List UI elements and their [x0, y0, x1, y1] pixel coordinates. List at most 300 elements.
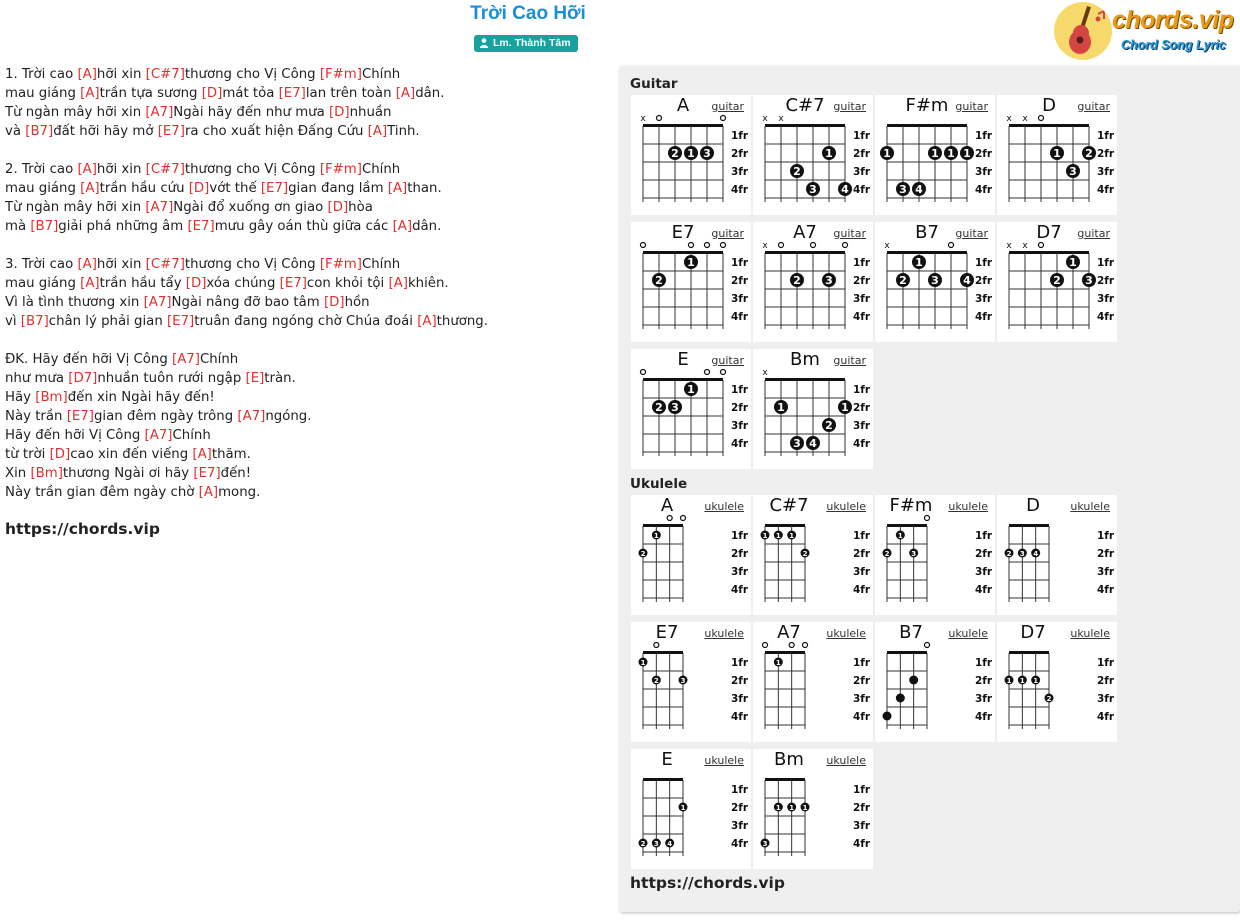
muted-string-marker: x: [1006, 114, 1012, 124]
muted-string-marker: x: [762, 241, 768, 251]
fret-label: 2fr: [975, 675, 993, 687]
fret-label: 4fr: [853, 438, 871, 450]
finger-number: 1: [680, 804, 686, 812]
fret-label: 1fr: [1097, 130, 1115, 142]
finger-number: 2: [640, 840, 646, 848]
finger-number: 2: [825, 419, 833, 432]
guitar-link[interactable]: guitar: [1077, 227, 1110, 240]
ukulele-link[interactable]: ukulele: [1070, 500, 1110, 513]
chord-tag[interactable]: [A]: [80, 86, 100, 101]
guitar-diagram-bm[interactable]: [753, 349, 873, 469]
fret-label: 3fr: [731, 693, 749, 705]
lyric-text: trần hầu cứu: [99, 181, 189, 196]
chord-tag[interactable]: [A]: [80, 181, 100, 196]
chord-name: D: [1042, 95, 1056, 116]
chord-tag[interactable]: [B7]: [20, 314, 49, 329]
lyric-line: [5, 407, 605, 426]
finger-number: 1: [1006, 677, 1012, 685]
finger-dot: [896, 694, 905, 703]
lyric-text: lan trên toàn: [305, 86, 396, 101]
chord-tag[interactable]: [C#7]: [145, 67, 185, 82]
finger-number: 1: [762, 532, 768, 540]
finger-number: 2: [1053, 274, 1061, 287]
lyric-line: [5, 103, 605, 122]
guitar-diagram-fsharpm[interactable]: [875, 95, 995, 215]
lyric-text: thương.: [436, 314, 488, 329]
fret-label: 4fr: [731, 711, 749, 723]
lyric-text: Chính: [199, 352, 239, 367]
lyric-text: trần hầu tẩy: [99, 276, 186, 291]
finger-number: 2: [653, 677, 659, 685]
fret-label: 3fr: [975, 293, 993, 305]
finger-number: 1: [963, 147, 971, 160]
lyric-text: con khỏi tội: [306, 276, 389, 291]
ukulele-link[interactable]: ukulele: [826, 627, 866, 640]
fret-label: 1fr: [975, 530, 993, 542]
lyric-text: Vì là tình thương xin: [5, 295, 144, 310]
chord-tag[interactable]: [D]: [188, 181, 210, 196]
lyric-text: xóa chúng: [206, 276, 280, 291]
blank-line: [5, 236, 605, 255]
lyric-text: gian đang lầm: [288, 181, 388, 196]
fret-label: 3fr: [975, 166, 993, 178]
lyric-text: Hãy đến hỡi Vị Công: [5, 428, 145, 443]
lyric-text: tràn.: [264, 371, 296, 386]
lyric-text: vì: [5, 314, 21, 329]
lyric-text: dân.: [415, 86, 445, 101]
finger-number: 3: [809, 183, 817, 196]
chord-tag[interactable]: [F#m]: [319, 257, 362, 272]
chord-tag[interactable]: [D]: [323, 295, 345, 310]
chord-name: A7: [793, 222, 817, 243]
fret-label: 2fr: [853, 548, 871, 560]
lyric-line: [5, 274, 605, 293]
lyric-text: Ngài nâng đỡ bao tâm: [171, 295, 324, 310]
chord-tag[interactable]: [A]: [367, 124, 388, 139]
fret-label: 4fr: [731, 438, 749, 450]
finger-number: 3: [931, 274, 939, 287]
chord-name: E7: [655, 622, 679, 643]
finger-number: 2: [655, 401, 663, 414]
lyric-line: [5, 388, 605, 407]
lyric-text: mau giáng: [5, 86, 81, 101]
finger-number: 3: [1085, 274, 1093, 287]
fret-label: 2fr: [975, 148, 993, 160]
fret-label: 2fr: [853, 148, 871, 160]
guitar-diagram-a[interactable]: [631, 95, 751, 215]
lyric-text: đến xin Ngài hãy đến!: [67, 390, 215, 405]
ukulele-link[interactable]: ukulele: [704, 500, 744, 513]
ukulele-link[interactable]: ukulele: [704, 754, 744, 767]
chord-tag[interactable]: [D]: [185, 276, 207, 291]
chord-tag[interactable]: [C#7]: [145, 162, 185, 177]
guitar-diagram-a7[interactable]: [753, 222, 873, 342]
fret-label: 4fr: [853, 584, 871, 596]
guitar-link[interactable]: guitar: [711, 354, 744, 367]
lyric-text: như mưa: [5, 371, 69, 386]
finger-number: 1: [931, 147, 939, 160]
ukulele-diagram-d7[interactable]: [997, 622, 1117, 742]
finger-dot: [883, 712, 892, 721]
ukulele-diagram-e[interactable]: [631, 749, 751, 869]
guitar-link[interactable]: guitar: [833, 354, 866, 367]
guitar-diagram-csharp7[interactable]: [753, 95, 873, 215]
lyric-line: [5, 255, 605, 274]
lyric-text: 2. Trời cao: [5, 162, 78, 177]
fret-label: 4fr: [1097, 584, 1115, 596]
ukulele-diagram-a7[interactable]: [753, 622, 873, 742]
finger-number: 1: [1033, 677, 1039, 685]
ukulele-link[interactable]: ukulele: [826, 754, 866, 767]
fret-label: 3fr: [731, 166, 749, 178]
fret-label: 4fr: [975, 584, 993, 596]
fret-label: 3fr: [731, 420, 749, 432]
chord-tag[interactable]: [D]: [201, 86, 223, 101]
fret-label: 4fr: [853, 184, 871, 196]
lyric-text: chân lý phải gian: [48, 314, 167, 329]
ukulele-diagram-b7[interactable]: [875, 622, 995, 742]
lyric-text: Tinh.: [387, 124, 420, 139]
lyric-text: Ngài đổ xuống ơn giao: [173, 200, 328, 215]
ukulele-diagram-fsharpm[interactable]: [875, 495, 995, 615]
chord-tag[interactable]: [A]: [77, 162, 97, 177]
chord-name: E7: [671, 222, 695, 243]
finger-number: 3: [703, 147, 711, 160]
lyric-text: khiên.: [407, 276, 449, 291]
fret-label: 1fr: [853, 657, 871, 669]
finger-number: 2: [899, 274, 907, 287]
lyric-line: [5, 369, 605, 388]
lyric-text: thăm.: [211, 447, 251, 462]
fret-label: 3fr: [731, 820, 749, 832]
fret-label: 3fr: [853, 566, 871, 578]
lyric-text: Ngài hãy đến như mưa: [173, 105, 329, 120]
chord-tag[interactable]: [C#7]: [145, 257, 185, 272]
lyric-line: [5, 483, 605, 502]
chord-name: E: [661, 749, 673, 770]
chord-name: B7: [899, 622, 923, 643]
lyric-text: hỡi xin: [96, 67, 146, 82]
fret-label: 3fr: [853, 293, 871, 305]
finger-number: 3: [825, 274, 833, 287]
ukulele-diagram-d[interactable]: [997, 495, 1117, 615]
fret-label: 2fr: [975, 275, 993, 287]
finger-number: 1: [1019, 677, 1025, 685]
chord-tag[interactable]: [A]: [417, 314, 437, 329]
guitar-diagram-d7[interactable]: [997, 222, 1117, 342]
fret-label: 2fr: [731, 548, 749, 560]
fret-label: 3fr: [975, 566, 993, 578]
panel-site-link[interactable]: https://chords.vip: [630, 874, 785, 892]
fret-label: 1fr: [731, 657, 749, 669]
lyric-text: mong.: [218, 485, 261, 500]
finger-number: 2: [1046, 695, 1052, 703]
ukulele-link[interactable]: ukulele: [704, 627, 744, 640]
fret-label: 3fr: [1097, 693, 1115, 705]
chord-tag[interactable]: [A7]: [145, 200, 174, 215]
lyric-line: [5, 350, 605, 369]
chord-tag[interactable]: [E7]: [260, 181, 289, 196]
guitar-diagram-b7[interactable]: [875, 222, 995, 342]
guitar-link[interactable]: guitar: [833, 100, 866, 113]
fret-label: 1fr: [975, 657, 993, 669]
fret-label: 2fr: [853, 275, 871, 287]
ukulele-link[interactable]: ukulele: [1070, 627, 1110, 640]
finger-number: 1: [825, 147, 833, 160]
chord-tag[interactable]: [A]: [77, 257, 97, 272]
chord-tag[interactable]: [B7]: [30, 219, 59, 234]
lyric-text: Chính: [361, 162, 401, 177]
finger-number: 1: [1069, 256, 1077, 269]
ukulele-link[interactable]: ukulele: [826, 500, 866, 513]
chord-name: C#7: [769, 495, 809, 516]
ukulele-link[interactable]: ukulele: [948, 500, 988, 513]
chord-tag[interactable]: [A7]: [237, 409, 266, 424]
finger-number: 4: [809, 437, 817, 450]
chord-tag[interactable]: [E7]: [157, 124, 185, 139]
finger-number: 1: [640, 659, 646, 667]
finger-number: 1: [915, 256, 923, 269]
ukulele-diagram-csharp7[interactable]: [753, 495, 873, 615]
fret-label: 4fr: [731, 838, 749, 850]
guitar-diagram-e[interactable]: [631, 349, 751, 469]
fret-label: 1fr: [853, 530, 871, 542]
chord-name: Bm: [790, 349, 820, 370]
ukulele-link[interactable]: ukulele: [948, 627, 988, 640]
lyric-text: nhuần: [349, 105, 392, 120]
finger-number: 2: [884, 550, 890, 558]
chord-tag[interactable]: [A]: [80, 276, 100, 291]
lyric-text: ra cho xuất hiện Đấng Cứu: [184, 124, 368, 139]
fret-label: 4fr: [731, 584, 749, 596]
lyric-line: [5, 160, 605, 179]
lyric-line: [5, 217, 605, 236]
finger-number: 1: [653, 532, 659, 540]
lyric-text: trần tựa sương: [99, 86, 202, 101]
fret-label: 4fr: [853, 838, 871, 850]
fret-label: 1fr: [1097, 657, 1115, 669]
chord-name: D7: [1036, 222, 1062, 243]
finger-number: 3: [911, 550, 917, 558]
chord-tag[interactable]: [D]: [328, 105, 350, 120]
fret-label: 4fr: [1097, 184, 1115, 196]
finger-number: 4: [1033, 550, 1039, 558]
finger-number: 1: [687, 383, 695, 396]
logo-brand: chords.vip: [1112, 6, 1234, 34]
fret-label: 4fr: [975, 184, 993, 196]
chord-tag[interactable]: [A]: [392, 219, 413, 234]
muted-string-marker: x: [762, 368, 768, 378]
ukulele-diagram-e7[interactable]: [631, 622, 751, 742]
song-title: Trời Cao Hỡi: [470, 3, 586, 24]
finger-number: 2: [802, 550, 808, 558]
chord-tag[interactable]: [E7]: [279, 276, 307, 291]
guitar-link[interactable]: guitar: [833, 227, 866, 240]
fret-label: 1fr: [853, 130, 871, 142]
finger-number: 4: [963, 274, 971, 287]
person-icon: [480, 37, 488, 54]
chord-name: F#m: [889, 495, 933, 516]
ukulele-diagram-bm[interactable]: [753, 749, 873, 869]
lyric-text: mát tỏa: [222, 86, 279, 101]
muted-string-marker: x: [762, 114, 768, 124]
fret-label: 3fr: [1097, 166, 1115, 178]
lyric-text: nhuần tuôn rưới ngập: [97, 371, 246, 386]
chord-name: E: [677, 349, 689, 370]
finger-number: 1: [789, 532, 795, 540]
lyric-text: hỡi xin: [96, 162, 146, 177]
finger-number: 3: [653, 840, 659, 848]
fret-label: 2fr: [853, 402, 871, 414]
fret-label: 2fr: [1097, 548, 1115, 560]
author-badge[interactable]: [474, 35, 578, 52]
lyric-text: Này trần gian đêm ngày chờ: [5, 485, 199, 500]
lyric-text: Này trần: [5, 409, 67, 424]
chord-tag[interactable]: [A]: [77, 67, 97, 82]
fret-label: 3fr: [1097, 566, 1115, 578]
guitar-diagram-e7[interactable]: [631, 222, 751, 342]
fret-label: 3fr: [853, 166, 871, 178]
chord-tag[interactable]: [F#m]: [319, 67, 362, 82]
lyric-text: Từ ngàn mây hỡi xin: [5, 105, 146, 120]
fret-label: 3fr: [1097, 293, 1115, 305]
fret-label: 1fr: [853, 384, 871, 396]
guitar-link[interactable]: guitar: [711, 100, 744, 113]
chord-tag[interactable]: [F#m]: [319, 162, 362, 177]
fret-label: 2fr: [1097, 275, 1115, 287]
chord-tag[interactable]: [D]: [327, 200, 349, 215]
lyric-text: thương cho Vị Công: [184, 257, 320, 272]
chord-name: B7: [915, 222, 939, 243]
finger-number: 2: [640, 550, 646, 558]
fret-label: 2fr: [853, 675, 871, 687]
fret-label: 4fr: [731, 184, 749, 196]
lyric-text: mau giáng: [5, 181, 81, 196]
chord-name: F#m: [905, 95, 949, 116]
finger-number: 3: [793, 437, 801, 450]
lyric-line: [5, 312, 605, 331]
finger-number: 1: [775, 804, 781, 812]
guitar-link[interactable]: guitar: [955, 100, 988, 113]
finger-number: 1: [777, 401, 785, 414]
chord-tag[interactable]: [A]: [192, 447, 212, 462]
guitar-link[interactable]: guitar: [711, 227, 744, 240]
finger-number: 2: [1006, 550, 1012, 558]
finger-number: 3: [671, 401, 679, 414]
chord-tag[interactable]: [A7]: [143, 295, 172, 310]
ukulele-diagram-a[interactable]: [631, 495, 751, 615]
lyric-text: 3. Trời cao: [5, 257, 78, 272]
finger-number: 1: [897, 532, 903, 540]
blank-line: [5, 141, 605, 160]
finger-number: 1: [775, 532, 781, 540]
fret-label: 1fr: [1097, 530, 1115, 542]
site-logo[interactable]: [1054, 2, 1234, 62]
lyric-text: Từ ngàn mây hỡi xin: [5, 200, 146, 215]
chord-name: D7: [1020, 622, 1046, 643]
logo-tagline: Chord Song Lyric: [1121, 38, 1226, 52]
guitar-link[interactable]: guitar: [1077, 100, 1110, 113]
chord-name: D: [1026, 495, 1040, 516]
chord-tag[interactable]: [A7]: [145, 105, 174, 120]
fret-label: 3fr: [853, 420, 871, 432]
ukulele-heading: Ukulele: [630, 476, 688, 492]
chord-tag[interactable]: [A]: [198, 485, 219, 500]
chord-tag[interactable]: [D7]: [68, 371, 98, 386]
fret-label: 4fr: [1097, 311, 1115, 323]
lyric-text: mau giáng: [5, 276, 81, 291]
chord-tag[interactable]: [Bm]: [35, 390, 68, 405]
chord-tag[interactable]: [E7]: [187, 219, 215, 234]
guitar-link[interactable]: guitar: [955, 227, 988, 240]
chord-tag[interactable]: [Bm]: [30, 466, 63, 481]
chord-tag[interactable]: [D]: [49, 447, 71, 462]
chord-tag[interactable]: [E7]: [193, 466, 221, 481]
lyric-text: đến!: [220, 466, 252, 481]
fret-label: 1fr: [731, 784, 749, 796]
finger-number: 2: [671, 147, 679, 160]
lyric-text: Chính: [361, 257, 401, 272]
chord-name: A7: [777, 622, 801, 643]
fret-label: 1fr: [853, 257, 871, 269]
chord-tag[interactable]: [A7]: [144, 428, 173, 443]
muted-string-marker: x: [1022, 114, 1028, 124]
chord-tag[interactable]: [E7]: [66, 409, 94, 424]
author-name: Lm. Thành Tâm: [493, 37, 571, 49]
lyric-text: gian đêm ngày trông: [93, 409, 238, 424]
site-link[interactable]: https://chords.vip: [5, 520, 160, 538]
lyric-text: giải phá những âm: [58, 219, 188, 234]
finger-number: 1: [883, 147, 891, 160]
lyric-line: [5, 179, 605, 198]
guitar-diagram-d[interactable]: [997, 95, 1117, 215]
finger-dot: [909, 676, 918, 685]
fret-label: 1fr: [975, 130, 993, 142]
chord-tag[interactable]: [B7]: [25, 124, 54, 139]
chord-name: Bm: [774, 749, 804, 770]
chord-tag[interactable]: [E7]: [166, 314, 195, 329]
chord-tag[interactable]: [E7]: [278, 86, 306, 101]
fret-label: 4fr: [975, 711, 993, 723]
lyric-text: hỡi xin: [96, 257, 146, 272]
muted-string-marker: x: [884, 241, 890, 251]
finger-number: 4: [667, 840, 673, 848]
lyric-text: Chính: [361, 67, 401, 82]
lyric-line: [5, 65, 605, 84]
fret-label: 1fr: [1097, 257, 1115, 269]
fret-label: 2fr: [731, 802, 749, 814]
chord-tag[interactable]: [E]: [245, 371, 265, 386]
chord-tag[interactable]: [A7]: [172, 352, 200, 367]
lyric-text: và: [5, 124, 26, 139]
finger-number: 1: [687, 256, 695, 269]
fret-label: 1fr: [731, 257, 749, 269]
fret-label: 2fr: [731, 275, 749, 287]
chord-tag[interactable]: [A]: [395, 86, 416, 101]
finger-number: 3: [1069, 165, 1077, 178]
lyric-text: ngóng.: [265, 409, 312, 424]
chord-name: C#7: [785, 95, 825, 116]
chord-tag[interactable]: [A]: [388, 276, 408, 291]
finger-number: 2: [655, 274, 663, 287]
lyric-text: mà: [5, 219, 31, 234]
lyric-text: Xin: [5, 466, 31, 481]
fret-label: 2fr: [731, 148, 749, 160]
finger-number: 3: [899, 183, 907, 196]
muted-string-marker: x: [1006, 241, 1012, 251]
chord-tag[interactable]: [A]: [387, 181, 408, 196]
lyrics: [5, 65, 605, 502]
